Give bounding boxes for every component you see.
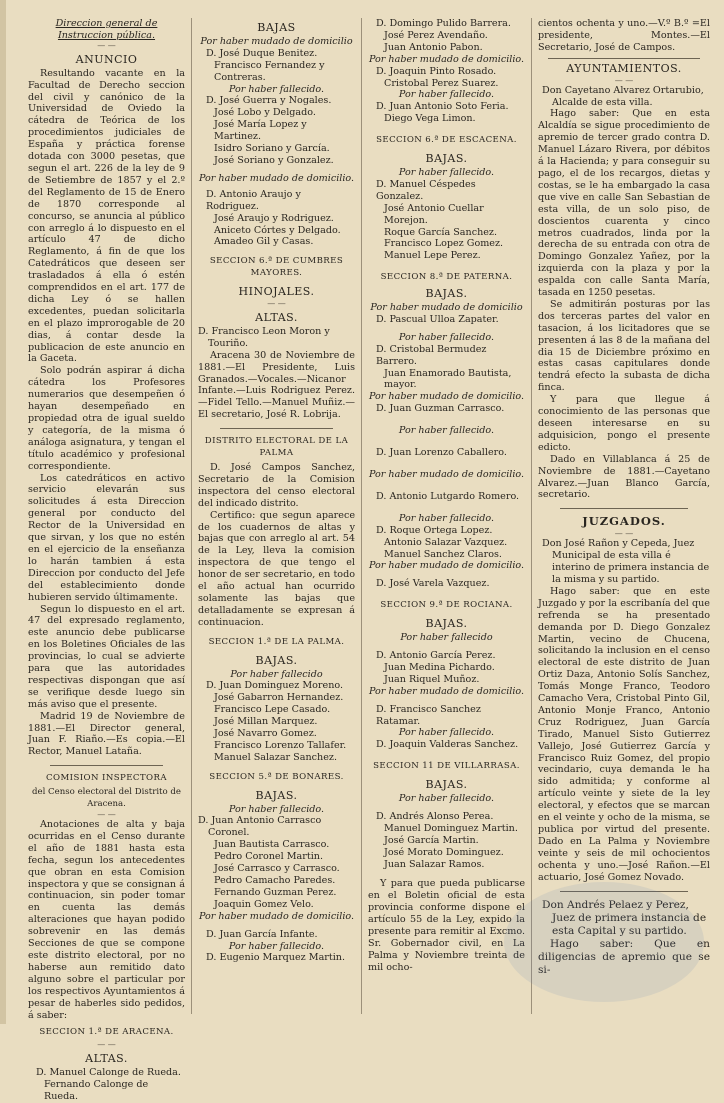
continuation-paragraph: cientos ochenta y uno.—V.º B.º =El presidente, Montes.—El Secretario, José de Campos. xyxy=(538,18,710,53)
anuncio-paragraph: Resultando vacante en la Facultad de Derecho seccion del civil y canónico de la Universidad de Oviedo la cátedra de Teórica de los procedimientos judiciales de España y práctica forense dotada con 3000 pesetas, que segun el art. 226 de la ley de 9 de Setiembre de 1857 y el 2.º del Reglamento de 15 de Enero de 1870 corresponde al concurso, se anuncia al público con arreglo á lo dispuesto en el artículo 47 de dicho Reglamento, á fin de que los Catedráticos que deseen ser trasladados á ella ó estén comprendidos en el art. 177 de dicha Ley ó se hallen excedentes, puedan solicitarla en el plazo improrogable de 20 dias, á contar desde la publicacion de este anuncio en la Gaceta. xyxy=(28,67,185,365)
reason-label: Por haber fallecido xyxy=(400,632,493,644)
list-item: D. Juan Dominguez Moreno. xyxy=(206,680,344,692)
anuncio-paragraph: Los catedráticos en activo servicio elevarán sus solicitudes á esta Direccion general por conducto del Rector de la Universidad en que sirvan, y los que no estén en el ejercicio de la enseñanza lo harán tambien á esta Direccion por conducto del Jefe del establecimiento donde hubieren servido últimamente. xyxy=(28,472,185,603)
list-item: Joaquin Gomez Velo. xyxy=(214,898,314,910)
section-title: Direccion general de Instruccion pública. xyxy=(55,18,158,41)
list-item: D. Joaquin Valderas Sanchez. xyxy=(376,739,519,751)
reason-label: Por haber fallecido. xyxy=(228,803,325,815)
anuncio-signature: Madrid 19 de Noviembre de 1881.—El Director general, Juan F. Riaño.—Es copia.—El Rector, Manuel Lataña. xyxy=(28,710,185,758)
divider-rule xyxy=(50,765,163,766)
juzgados-paragraph: Don José Rañon y Cepeda, Juez Municipal de esta villa é interino de primera instancia de la misma y su partido. xyxy=(542,538,710,585)
list-item: José Soriano y Gonzalez. xyxy=(214,154,334,166)
list-item: D. Domingo Pulido Barrera. xyxy=(376,18,511,29)
seccion-heading: SECCION 5.ª DE BONARES. xyxy=(209,771,344,782)
list-item: José García Martin. xyxy=(384,834,479,846)
list-item: José Millan Marquez. xyxy=(214,716,318,728)
distrito-paragraph: D. José Campos Sanchez, Secretario de la Comision inspectora del censo electoral del indicado distrito. xyxy=(198,462,355,509)
list-item: D. Antonio Lutgardo Romero. xyxy=(376,490,520,502)
divider: — — xyxy=(97,810,116,819)
list-item: D. Eugenio Marquez Martin. xyxy=(206,952,346,964)
divider-rule xyxy=(560,508,688,509)
divider: — — xyxy=(97,1040,116,1050)
ayuntamientos-signature: Dado en Villablanca á 25 de Noviembre de 1881.—Cayetano Alvarez.—Juan Blanco García, secretario. xyxy=(538,453,710,501)
list-item: José Lobo y Delgado. xyxy=(214,107,316,119)
divider: — — xyxy=(267,299,286,309)
seccion-heading: SECCION 11 DE VILLARRASA. xyxy=(373,761,520,772)
bajas-heading: BAJAS xyxy=(257,21,296,34)
list-item: Manuel Sanchez Claros. xyxy=(384,548,502,560)
anuncio-heading: ANUNCIO xyxy=(75,52,138,66)
altas-heading: ALTAS. xyxy=(255,311,298,325)
list-item: José Antonio Cuellar Morejon. xyxy=(384,202,484,226)
ayuntamientos-paragraph: Y para que llegue á conocimiento de las personas que deseen interesarse en su adquisicion, pongo el presente edicto. xyxy=(538,394,710,453)
altas-heading: ALTAS. xyxy=(85,1052,128,1066)
juzgados-paragraph: Hago saber: Que en diligencias de apremio que se si- xyxy=(538,937,710,976)
list-item: D. Juan Lorenzo Caballero. xyxy=(376,447,507,459)
list-item: Diego Vega Limon. xyxy=(384,113,476,125)
list-item: Manuel Salazar Sanchez. xyxy=(214,751,337,763)
distrito-paragraph: Certifico: que segun aparece de los cuadernos de altas y bajas que con arreglo al art. 54 de la Ley, lleva la comision inspectora de que tengo el honor de ser secretario, en todo el año actual han ocurrido solamente las bajas que detalladamente se expresan á continuacion. xyxy=(198,509,355,628)
ayuntamientos-paragraph: Se admitirán posturas por las dos terceras partes del valor en tasacion, á los licitadores que se presenten á las 8 de la mañana del dia 15 de Diciembre próximo en estas casas capitulares donde tendrá efecto la subasta de dicha finca. xyxy=(538,298,710,394)
list-item: José María Lopez y Martinez. xyxy=(214,119,307,143)
list-item: D. Cristobal Bermudez Barrero. xyxy=(376,343,487,367)
list-item: D. Antonio Araujo y Rodriguez. xyxy=(206,188,301,212)
list-item: D. José Varela Vazquez. xyxy=(376,578,490,590)
list-item: Aniceto Córtes y Delgado. xyxy=(214,224,341,236)
bajas-heading: BAJAS. xyxy=(425,287,468,301)
column-3 xyxy=(362,18,532,1014)
reason-label: Por haber fallecido. xyxy=(398,89,495,101)
anuncio-paragraph: Segun lo dispuesto en el art. 47 del expresado reglamento, este anuncio debe publicarse en los Boletines Oficiales de las provincias, lo cual se advierte para que las autoridades respectivas dispongan que así se verifique desde luego sin más aviso que el presente. xyxy=(28,603,185,710)
seccion-heading: SECCION 6.ª DE ESCACENA. xyxy=(376,135,517,146)
list-item: Antonio Salazar Vazquez. xyxy=(384,536,508,548)
list-item: D. Juan Antonio Carrasco Coronel. xyxy=(198,815,322,839)
reason-label: Por haber mudado de domicilio. xyxy=(368,685,525,697)
juzgados-heading: JUZGADOS. xyxy=(582,514,666,529)
reason-label: Por haber fallecido. xyxy=(398,727,495,739)
reason-label: Por haber mudado de domicilio. xyxy=(368,391,525,403)
list-item: D. Juan Antonio Soto Feria. xyxy=(376,101,509,113)
comision-subheading: del Censo electoral del Distrito de Aracena. xyxy=(31,787,182,810)
list-item: José Navarro Gomez. xyxy=(214,728,317,740)
reason-label: Por haber fallecido. xyxy=(398,166,495,178)
reason-label: Por haber fallecido. xyxy=(398,793,495,805)
reason-label: Por haber mudado de domicilio xyxy=(370,302,523,314)
library-stamp-watermark xyxy=(504,882,704,1002)
reason-label: Por haber mudado de domicilio xyxy=(200,35,353,47)
closing-paragraph: Y para que pueda publicarse en el Boletin oficial de esta provincia conforme dispone el artículo 55 de la Ley, expido la presente para remitir al Excmo. Sr. Gobernador civil, en La Palma y Noviembre treinta de mil ocho- xyxy=(368,878,525,973)
bajas-heading: BAJAS. xyxy=(255,653,298,667)
bajas-heading: BAJAS. xyxy=(425,152,468,166)
reason-label: Por haber mudado de domicilio. xyxy=(368,469,525,480)
list-item: Pedro Camacho Paredes. xyxy=(214,875,336,886)
list-item: Juan Antonio Pabon. xyxy=(384,41,483,53)
list-item: Roque García Sanchez. xyxy=(384,226,498,238)
list-item: Francisco Lepe Casado. xyxy=(214,704,331,716)
list-item: Francisco Fernandez y Contreras. xyxy=(214,59,325,83)
juzgados-paragraph: Hago saber: que en este Juzgado y por la escribanía del que refrenda se ha presentado demanda por D. Diego Gonzalez Martin, vecino de Chucena, solicitando la inclusion en el censo electoral de este distrito de Juan Ortiz Daza, Antonio Solís Sanchez, Tomás Monge Franco, Teodoro Camacho Vera, Cristobal Pinto Gil, Antonio Monje Franco, Antonio Cruz Rodriguez, Juan García Tirado, Manuel Sisto Gutierrez Vallejo, José Gutierrez García y Francisco Ruiz Gomez, del propio vecindario, cuya demanda le ha sido admitida; y conforme al artículo veinte y siete de la ley electoral, y efectos que se marcan en el veinte y ocho de la misma, se publica por virtud del presente. Dado en La Palma y Noviembre veinte y seis de mil ochocientos ochenta y uno.—José Rañon.—El actuario, José Gomez Novado. xyxy=(538,585,710,883)
list-item: José Morato Dominguez. xyxy=(384,846,504,858)
reason-label: Por haber fallecido. xyxy=(228,83,325,95)
divider: — — xyxy=(614,75,634,85)
list-item: D. Antonio García Perez. xyxy=(376,649,496,661)
list-item: Francisco Lorenzo Tallafer. xyxy=(214,739,347,751)
list-item: Cristobal Perez Suarez. xyxy=(384,77,499,89)
list-item: D. Manuel Calonge de Rueda. xyxy=(36,1067,181,1079)
list-item: D. Pascual Ulloa Zapater. xyxy=(376,313,499,325)
reason-label: Por haber mudado de domicilio. xyxy=(198,910,355,922)
ayuntamientos-paragraph: Hago saber: Que en esta Alcaldía se sigue procedimiento de apremio de tercer grado contra D. Manuel Lázaro Rivera, por débitos á la Hacienda; y para conseguir su pago, el de los recargos, dietas y costas, se le ha embargado la casa que vive en calle San Sebastian de esta villa, de un solo piso, de doscientos cuarenta y cinco metros cuadrados, linda por la derecha de su entrada con otra de Domingo Gonzalez Yañez, por la izquierda con la plaza y por la espalda con calle Santa María, tasada en 1250 pesetas. xyxy=(538,108,710,299)
ayuntamientos-paragraph: Don Cayetano Alvarez Ortarubio, Alcalde de esta villa. xyxy=(542,84,704,108)
list-item: Juan Riquel Muñoz. xyxy=(384,673,480,685)
distrito-heading: DISTRITO ELECTORAL DE LA PALMA xyxy=(204,436,349,459)
divider-rule xyxy=(220,428,333,429)
juzgados-paragraph: Don Andrés Pelaez y Perez, Juez de primera instancia de esta Capital y su partido. xyxy=(542,898,707,937)
list-item: Manuel Lepe Perez. xyxy=(384,250,481,262)
list-item: Pedro Coronel Martin. xyxy=(214,851,323,863)
list-item: Fernando Guzman Perez. xyxy=(214,886,337,898)
list-item: D. Joaquin Pinto Rosado. xyxy=(376,65,497,77)
reason-label: Por haber fallecido. xyxy=(398,331,495,343)
list-item: Juan Medina Pichardo. xyxy=(384,661,495,673)
bajas-heading: BAJAS. xyxy=(425,617,468,631)
list-item: D. Francisco Sanchez Ratamar. xyxy=(376,703,481,727)
list-item: D. José Guerra y Nogales. xyxy=(206,95,332,107)
seccion-heading: SECCION 1.ª DE ARACENA. xyxy=(39,1027,174,1038)
reason-label: Por haber fallecido. xyxy=(398,512,495,524)
comision-paragraph: Anotaciones de alta y baja ocurridas en el Censo durante el año de 1881 hasta esta fecha, segun los antecedentes que obran en esta Comision inspectora y que se consignan á continuacion, sin poder tomar en cuenta las demás alteraciones que hayan podido sobrevenir en las demás Secciones de que se compone este distrito electoral, por no haberse aun remitido dato alguno sobre el particular por los respectivos Ayuntamientos á pesar de haberles sido pedidos, á saber: xyxy=(28,819,185,1021)
bajas-heading: BAJAS. xyxy=(425,778,468,792)
column-1 xyxy=(22,18,192,1103)
list-item: Manuel Dominguez Martin. xyxy=(384,822,518,834)
reason-label: Por haber fallecido. xyxy=(228,940,325,952)
reason-label: Por haber fallecido. xyxy=(398,425,495,437)
reason-label: Por haber mudado de domicilio. xyxy=(198,172,355,184)
comision-heading: COMISION INSPECTORA xyxy=(46,773,167,784)
town-heading: HINOJALES. xyxy=(238,285,315,299)
list-item: Isidro Soriano y García. xyxy=(214,143,330,155)
list-item: D. Francisco Leon Moron y Touriño. xyxy=(198,325,330,349)
list-item: Juan Enamorado Bautista, mayor. xyxy=(384,367,512,391)
divider-rule xyxy=(548,58,700,59)
reason-label: Por haber mudado de domicilio. xyxy=(368,53,525,65)
list-item: José Gabarron Hernandez. xyxy=(214,692,344,704)
anuncio-paragraph: Solo podrán aspirar á dicha cátedra los Profesores numerarios que desempeñen ó hayan desempeñado en propiedad otra de igual sueldo y categoría, de la misma ó análoga asignatura, y tengan el título académico y profesional correspondiente. xyxy=(28,365,185,472)
seccion-heading: SECCION 1.ª DE LA PALMA. xyxy=(208,636,345,647)
list-item: Fernando Calonge de Rueda. xyxy=(44,1079,149,1103)
divider: — — xyxy=(97,40,116,50)
reason-label: Por haber mudado de domicilio. xyxy=(368,560,525,572)
list-item: Juan Bautista Carrasco. xyxy=(214,839,330,851)
list-item: José Perez Avendaño. xyxy=(384,29,488,41)
list-item: Juan Salazar Ramos. xyxy=(384,858,485,870)
list-item: D. José Duque Benitez. xyxy=(206,47,318,59)
aracena-signature: Aracena 30 de Noviembre de 1881.—El Presidente, Luis Granados.—Vocales.—Nicanor Infante.—Luis Rodriguez Perez.—Fidel Tello.—Manuel Muñiz.—El secretario, José R. Lobrija. xyxy=(198,349,355,421)
list-item: José Carrasco y Carrasco. xyxy=(214,863,340,875)
bajas-heading: BAJAS. xyxy=(255,788,298,802)
seccion-heading: SECCION 8.ª DE PATERNA. xyxy=(380,272,513,283)
column-2 xyxy=(192,18,362,1014)
divider: — — xyxy=(614,529,634,539)
list-item: Amadeo Gil y Casas. xyxy=(214,236,314,248)
reason-label: Por haber fallecido xyxy=(230,668,323,680)
column-4 xyxy=(532,18,716,1014)
seccion-heading: SECCION 9.ª DE ROCIANA. xyxy=(380,600,513,611)
seccion-heading: SECCION 6.ª DE CUMBRES MAYORES. xyxy=(209,256,344,279)
list-item: José Araujo y Rodriguez. xyxy=(214,212,334,224)
list-item: D. Roque Ortega Lopez. xyxy=(376,524,493,536)
list-item: D. Andrés Alonso Perea. xyxy=(376,810,494,822)
list-item: D. Juan García Infante. xyxy=(206,928,318,940)
list-item: D. Juan Guzman Carrasco. xyxy=(376,403,505,415)
ayuntamientos-heading: AYUNTAMIENTOS. xyxy=(566,61,682,75)
list-item: D. Manuel Céspedes Gonzalez. xyxy=(376,178,476,202)
list-item: Francisco Lopez Gomez. xyxy=(384,238,504,250)
